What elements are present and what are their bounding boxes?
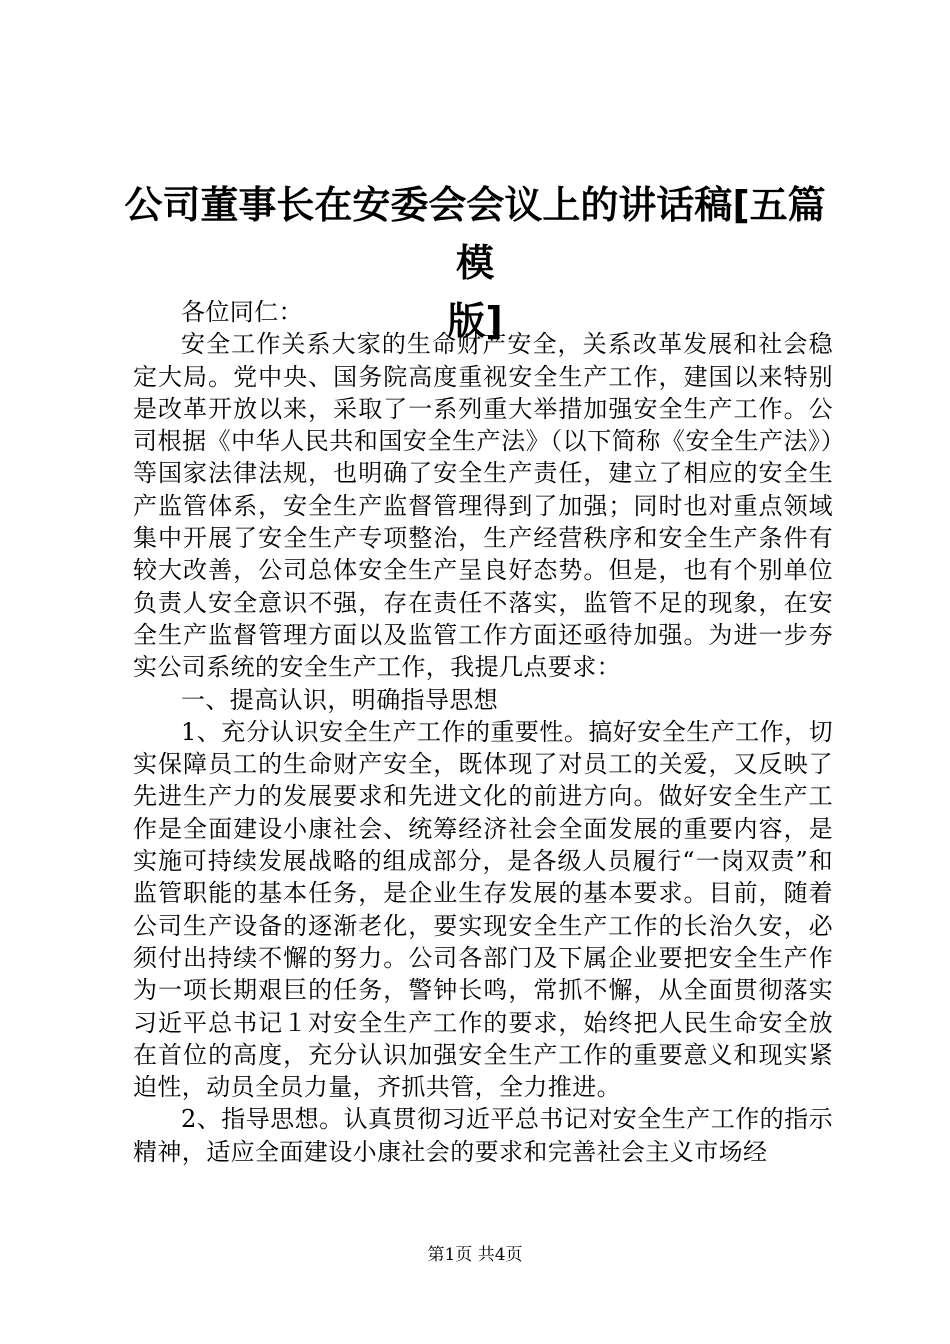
document-body	[133, 296, 833, 1168]
paragraph-intro: 安全工作关系大家的生命财产安全，关系改革发展和社会稳定大局。党中央、国务院高度重视安全生产工作，建国以来特别是改革开放以来，采取了一系列重大举措加强安全生产工作。公司根据《中华人民共和国安全生产法》（以下简称《安全生产法》）等国家法律法规，也明确了安全生产责任，建立了相应的安全生产监管体系，安全生产监督管理得到了加强；同时也对重点领域集中开展了安全生产专项整治，生产经营秩序和安全生产条件有较大改善，公司总体安全生产呈良好态势。但是，也有个别单位负责人安全意识不强，存在责任不落实，监管不足的现象，在安全生产监督管理方面以及监管工作方面还亟待加强。为进一步夯实公司系统的安全生产工作，我提几点要求：	[133, 330, 833, 682]
section-heading-1: 一、提高认识，明确指导思想	[181, 685, 499, 714]
salutation: 各位同仁：	[181, 298, 303, 326]
title-line-2: 版]	[447, 299, 503, 343]
title-line-1: 公司董事长在安委会会议上的讲话稿[五篇模	[124, 183, 826, 285]
paragraph-item-2: 2、指导思想。认真贯彻习近平总书记对安全生产工作的指示精神，适应全面建设小康社会的要求和完善社会主义市场经	[133, 1105, 833, 1166]
paragraph-item-1: 1、充分认识安全生产工作的重要性。搞好安全生产工作，切实保障员工的生命财产安全，既体现了对员工的关爱，又反映了先进生产力的发展要求和先进文化的前进方向。做好安全生产工作是全面建设小康社会、统筹经济社会全面发展的重要内容，是实施可持续发展战略的组成部分，是各级人员履行“一岗双责”和监管职能的基本任务，是企业生存发展的基本要求。目前，随着公司生产设备的逐渐老化，要实现安全生产工作的长治久安，必须付出持续不懈的努力。公司各部门及下属企业要把安全生产作为一项长期艰巨的任务，警钟长鸣，常抓不懈，从全面贯彻落实习近平总书记１对安全生产工作的要求，始终把人民生命安全放在首位的高度，充分认识加强安全生产工作的重要意义和现实紧迫性，动员全员力量，齐抓共管，全力推进。	[133, 717, 833, 1102]
page-number-footer: 第1页 共4页	[427, 1245, 523, 1265]
